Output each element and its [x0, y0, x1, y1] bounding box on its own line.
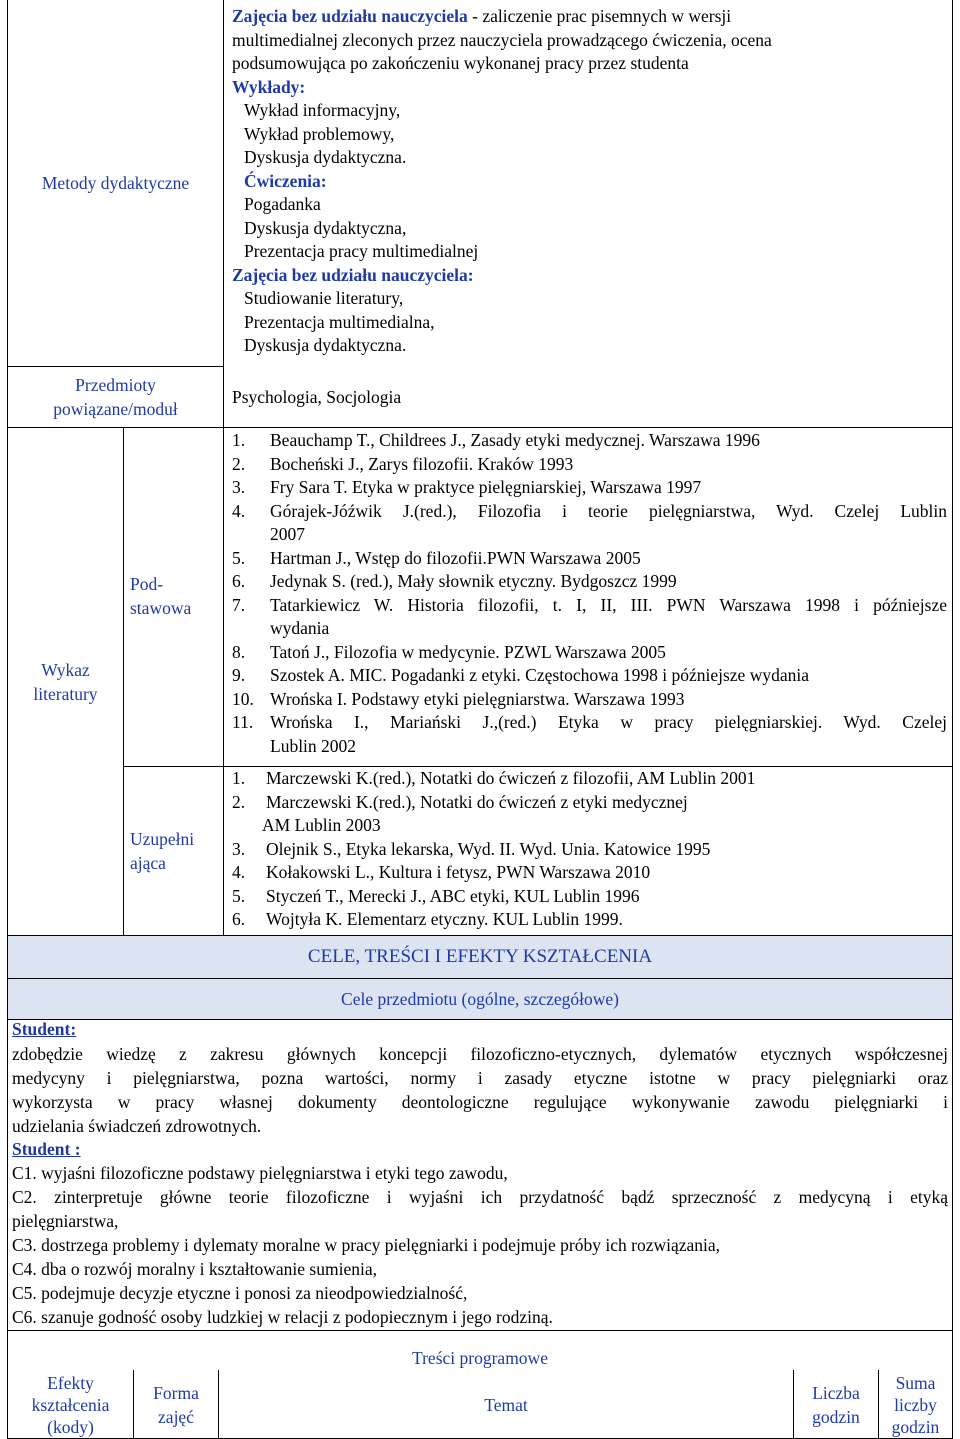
zajecia-heading: Zajęcia bez udziału nauczyciela: [232, 264, 474, 285]
col-efekty-line: Efekty [47, 1372, 94, 1393]
reference-item-cont: Lublin 2002 [270, 735, 357, 756]
reference-item: 6. Wojtyła K. Elementarz etyczny. KUL Lublin 1999. [232, 909, 623, 929]
reference-item-cont: wydania [270, 618, 330, 638]
uzupelniajaca-list [232, 767, 947, 932]
wyklady-heading: Wykłady: [232, 76, 306, 97]
general-line: udzielania świadczeń zdrowotnych. [12, 1115, 262, 1136]
metody-intro-line2: multimedialnej zleconych przez nauczyciela prowadzącego ćwiczenia, ocena [232, 29, 772, 50]
goal-line: C4. dba o rozwój moralny i kształtowanie sumienia, [12, 1259, 377, 1279]
tresci-title-text: Treści programowe [412, 1348, 548, 1368]
podstawowa-label-line2: stawowa [130, 598, 192, 618]
metody-label-text: Metody dydaktyczne [41, 173, 190, 193]
reference-item: 9. Szostek A. MIC. Pogadanki z etyki. Częstochowa 1998 i późniejsze wydania [232, 665, 809, 685]
metody-label [8, 0, 223, 366]
col-suma-header [879, 1371, 952, 1438]
col-forma-header [134, 1371, 218, 1438]
col-forma-line: Forma [153, 1382, 199, 1403]
col-efekty-header [8, 1371, 133, 1438]
cwiczenia-item: Dyskusja dydaktyczna, [244, 217, 407, 238]
reference-item: 1. Marczewski K.(red.), Notatki do ćwiczeń z filozofii, AM Lublin 2001 [232, 768, 756, 788]
cele-content [12, 1018, 948, 1329]
wyklady-item: Dyskusja dydaktyczna. [244, 147, 407, 167]
col-efekty-line: (kody) [47, 1416, 94, 1437]
wykaz-label-line2: literatury [33, 683, 98, 704]
tresci-title [8, 1346, 952, 1370]
wyklady-item: Wykład informacyjny, [244, 100, 401, 120]
reference-item: 4. Kołakowski L., Kultura i fetysz, PWN Warszawa 2010 [232, 862, 651, 882]
col-temat-header [219, 1371, 793, 1438]
reference-item: 5. Styczeń T., Merecki J., ABC etyki, KUL Lublin 1996 [232, 885, 640, 906]
col-liczba-line: Liczba [812, 1382, 860, 1403]
metody-intro-rest: - zaliczenie prac pisemnych w wersji [467, 6, 732, 26]
reference-item: 6. Jedynak S. (red.), Mały słownik etyczny. Bydgoszcz 1999 [232, 571, 677, 591]
col-temat-text: Temat [484, 1394, 528, 1415]
metody-intro-line1 [232, 5, 947, 29]
reference-item: 3. Olejnik S., Etyka lekarska, Wyd. II. Wyd. Unia. Katowice 1995 [232, 838, 711, 859]
goal-line: C6. szanuje godność osoby ludzkiej w relacji z podopiecznym i jego rodziną. [12, 1307, 553, 1327]
reference-item: 2. Marczewski K.(red.), Notatki do ćwiczeń z etyki medycznej [232, 791, 688, 812]
general-line: zdobędzie wiedzę z zakresu głównych koncepcji filozoficzno-etycznych, dylematów etycznych współczesnej [12, 1043, 948, 1064]
student-heading: Student: [12, 1019, 77, 1039]
col-forma-line: zajęć [158, 1406, 194, 1427]
metody-intro-line3: podsumowująca po zakończeniu wykonanej pracy przez studenta [232, 53, 689, 73]
cwiczenia-item: Prezentacja pracy multimedialnej [244, 241, 479, 261]
cwiczenia-item: Pogadanka [244, 194, 321, 214]
przedmioty-label-line2: powiązane/moduł [53, 399, 178, 419]
col-liczba-line: godzin [812, 1406, 860, 1427]
reference-item: 5. Hartman J., Wstęp do filozofii.PWN Warszawa 2005 [232, 547, 641, 568]
goal-line: C5. podejmuje decyzje etyczne i ponosi za nieodpowiedzialność, [12, 1283, 468, 1303]
col-suma-line: godzin [891, 1416, 940, 1437]
cwiczenia-heading: Ćwiczenia: [244, 170, 327, 191]
reference-item-cont: 2007 [270, 524, 305, 544]
reference-item: 10. Wrońska I. Podstawy etyki pielęgniarstwa. Warszawa 1993 [232, 688, 685, 709]
podstawowa-label-line1: Pod- [130, 574, 164, 594]
uzupelniajaca-label-line1: Uzupełni [130, 829, 195, 849]
general-line: wykorzysta w pracy własnej dokumenty deontologiczne regulujące wykonywanie zawodu pielęgniarki i [12, 1091, 948, 1112]
col-suma-line: liczby [894, 1394, 937, 1415]
zajecia-item: Studiowanie literatury, [244, 288, 404, 308]
goal-line: pielęgniarstwa, [12, 1211, 119, 1231]
podstawowa-label [130, 572, 220, 620]
uzupelniajaca-label-line2: ająca [130, 853, 166, 873]
cele-subheader-text: Cele przedmiotu (ogólne, szczegółowe) [341, 989, 619, 1009]
reference-item: 1. Beauchamp T., Childrees J., Zasady etyki medycznej. Warszawa 1996 [232, 430, 760, 450]
przedmioty-label-line1: Przedmioty [75, 375, 156, 395]
col-efekty-line: kształcenia [31, 1394, 110, 1415]
reference-item: 4. Górajek-Jóźwik J.(red.), Filozofia i teorie pielęgniarstwa, Wyd. Czelej Lublin [232, 500, 947, 521]
zajecia-item: Prezentacja multimedialna, [244, 311, 435, 332]
col-liczba-header [794, 1371, 878, 1438]
cele-banner-text: CELE, TREŚCI I EFEKTY KSZTAŁCENIA [307, 946, 653, 967]
reference-item-cont: AM Lublin 2003 [262, 815, 381, 835]
podstawowa-list [232, 429, 947, 758]
reference-item: 3. Fry Sara T. Etyka w praktyce pielęgniarskiej, Warszawa 1997 [232, 477, 702, 497]
reference-item: 11. Wrońska I., Mariański J.,(red.) Etyka w pracy pielęgniarskiej. Wyd. Czelej [232, 712, 947, 732]
metody-content [232, 5, 947, 358]
przedmioty-label [8, 367, 223, 427]
uzupelniajaca-label [130, 827, 220, 875]
przedmioty-value: Psychologia, Socjologia [232, 387, 402, 407]
wykaz-label-line1: Wykaz [41, 659, 90, 680]
col-suma-line: Suma [895, 1372, 936, 1393]
reference-item: 8. Tatoń J., Filozofia w medycynie. PZWL Warszawa 2005 [232, 641, 666, 662]
student-heading-2: Student : [12, 1138, 81, 1159]
reference-item: 7. Tatarkiewicz W. Historia filozofii, t. I, II, III. PWN Warszawa 1998 i późniejsze [232, 594, 947, 615]
metody-intro-bold: Zajęcia bez udziału nauczyciela [232, 6, 468, 26]
zajecia-item: Dyskusja dydaktyczna. [244, 335, 407, 355]
cele-subheader [8, 979, 952, 1019]
goal-line: C3. dostrzega problemy i dylematy moralne w pracy pielęgniarki i podejmuje próby ich rozwiązania, [12, 1235, 721, 1255]
reference-item: 2. Bocheński J., Zarys filozofii. Kraków 1993 [232, 453, 574, 474]
general-line: medycyny i pielęgniarstwa, pozna wartości, normy i zasady etyczne istotne w pracy pielęgniarki oraz [12, 1067, 948, 1088]
goal-line: C1. wyjaśni filozoficzne podstawy pielęgniarstwa i etyki tego zawodu, [12, 1163, 508, 1183]
cele-banner [8, 936, 952, 978]
wyklady-item: Wykład problemowy, [244, 123, 395, 144]
wykaz-label [8, 428, 123, 935]
goal-line: C2. zinterpretuje główne teorie filozoficzne i wyjaśni ich przydatność bądź sprzeczność z medycyną i etyką [12, 1187, 948, 1207]
